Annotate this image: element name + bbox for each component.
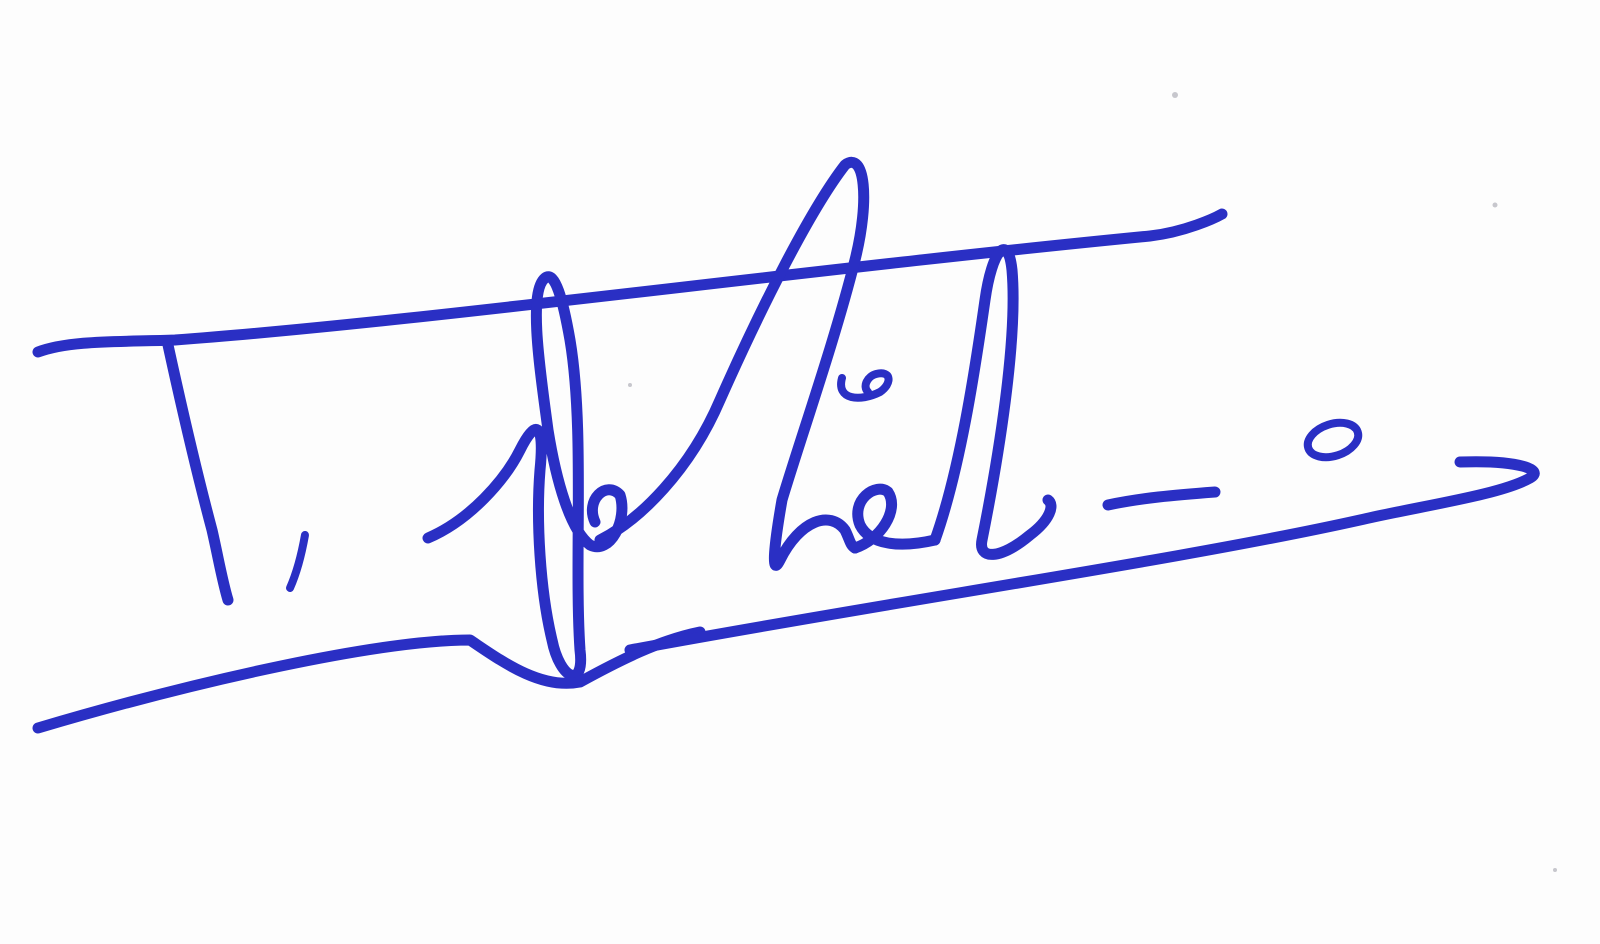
signature-strokes	[38, 162, 1534, 728]
signature-stroke-l-letter	[935, 250, 1051, 555]
signature-stroke-circle	[1303, 417, 1362, 464]
paper-speck	[1493, 203, 1498, 208]
signature-stroke-underline-right	[630, 462, 1534, 650]
signature-stroke-t-stem	[168, 345, 228, 600]
signature-stroke-tail-dash	[1108, 492, 1215, 505]
signature-stroke-dot-loop	[841, 373, 888, 397]
signature-stroke-comma	[290, 535, 305, 588]
signature-stroke-e-letter	[855, 489, 935, 548]
signature-stroke-j-letter	[428, 277, 622, 676]
signature-stroke-h-letter	[600, 162, 864, 565]
paper-speck	[628, 383, 632, 387]
signature-stroke-underline-left	[38, 632, 700, 728]
paper-speck	[1172, 92, 1178, 98]
signature-stroke-top-bar	[38, 214, 1222, 352]
paper-speck	[1553, 868, 1557, 872]
